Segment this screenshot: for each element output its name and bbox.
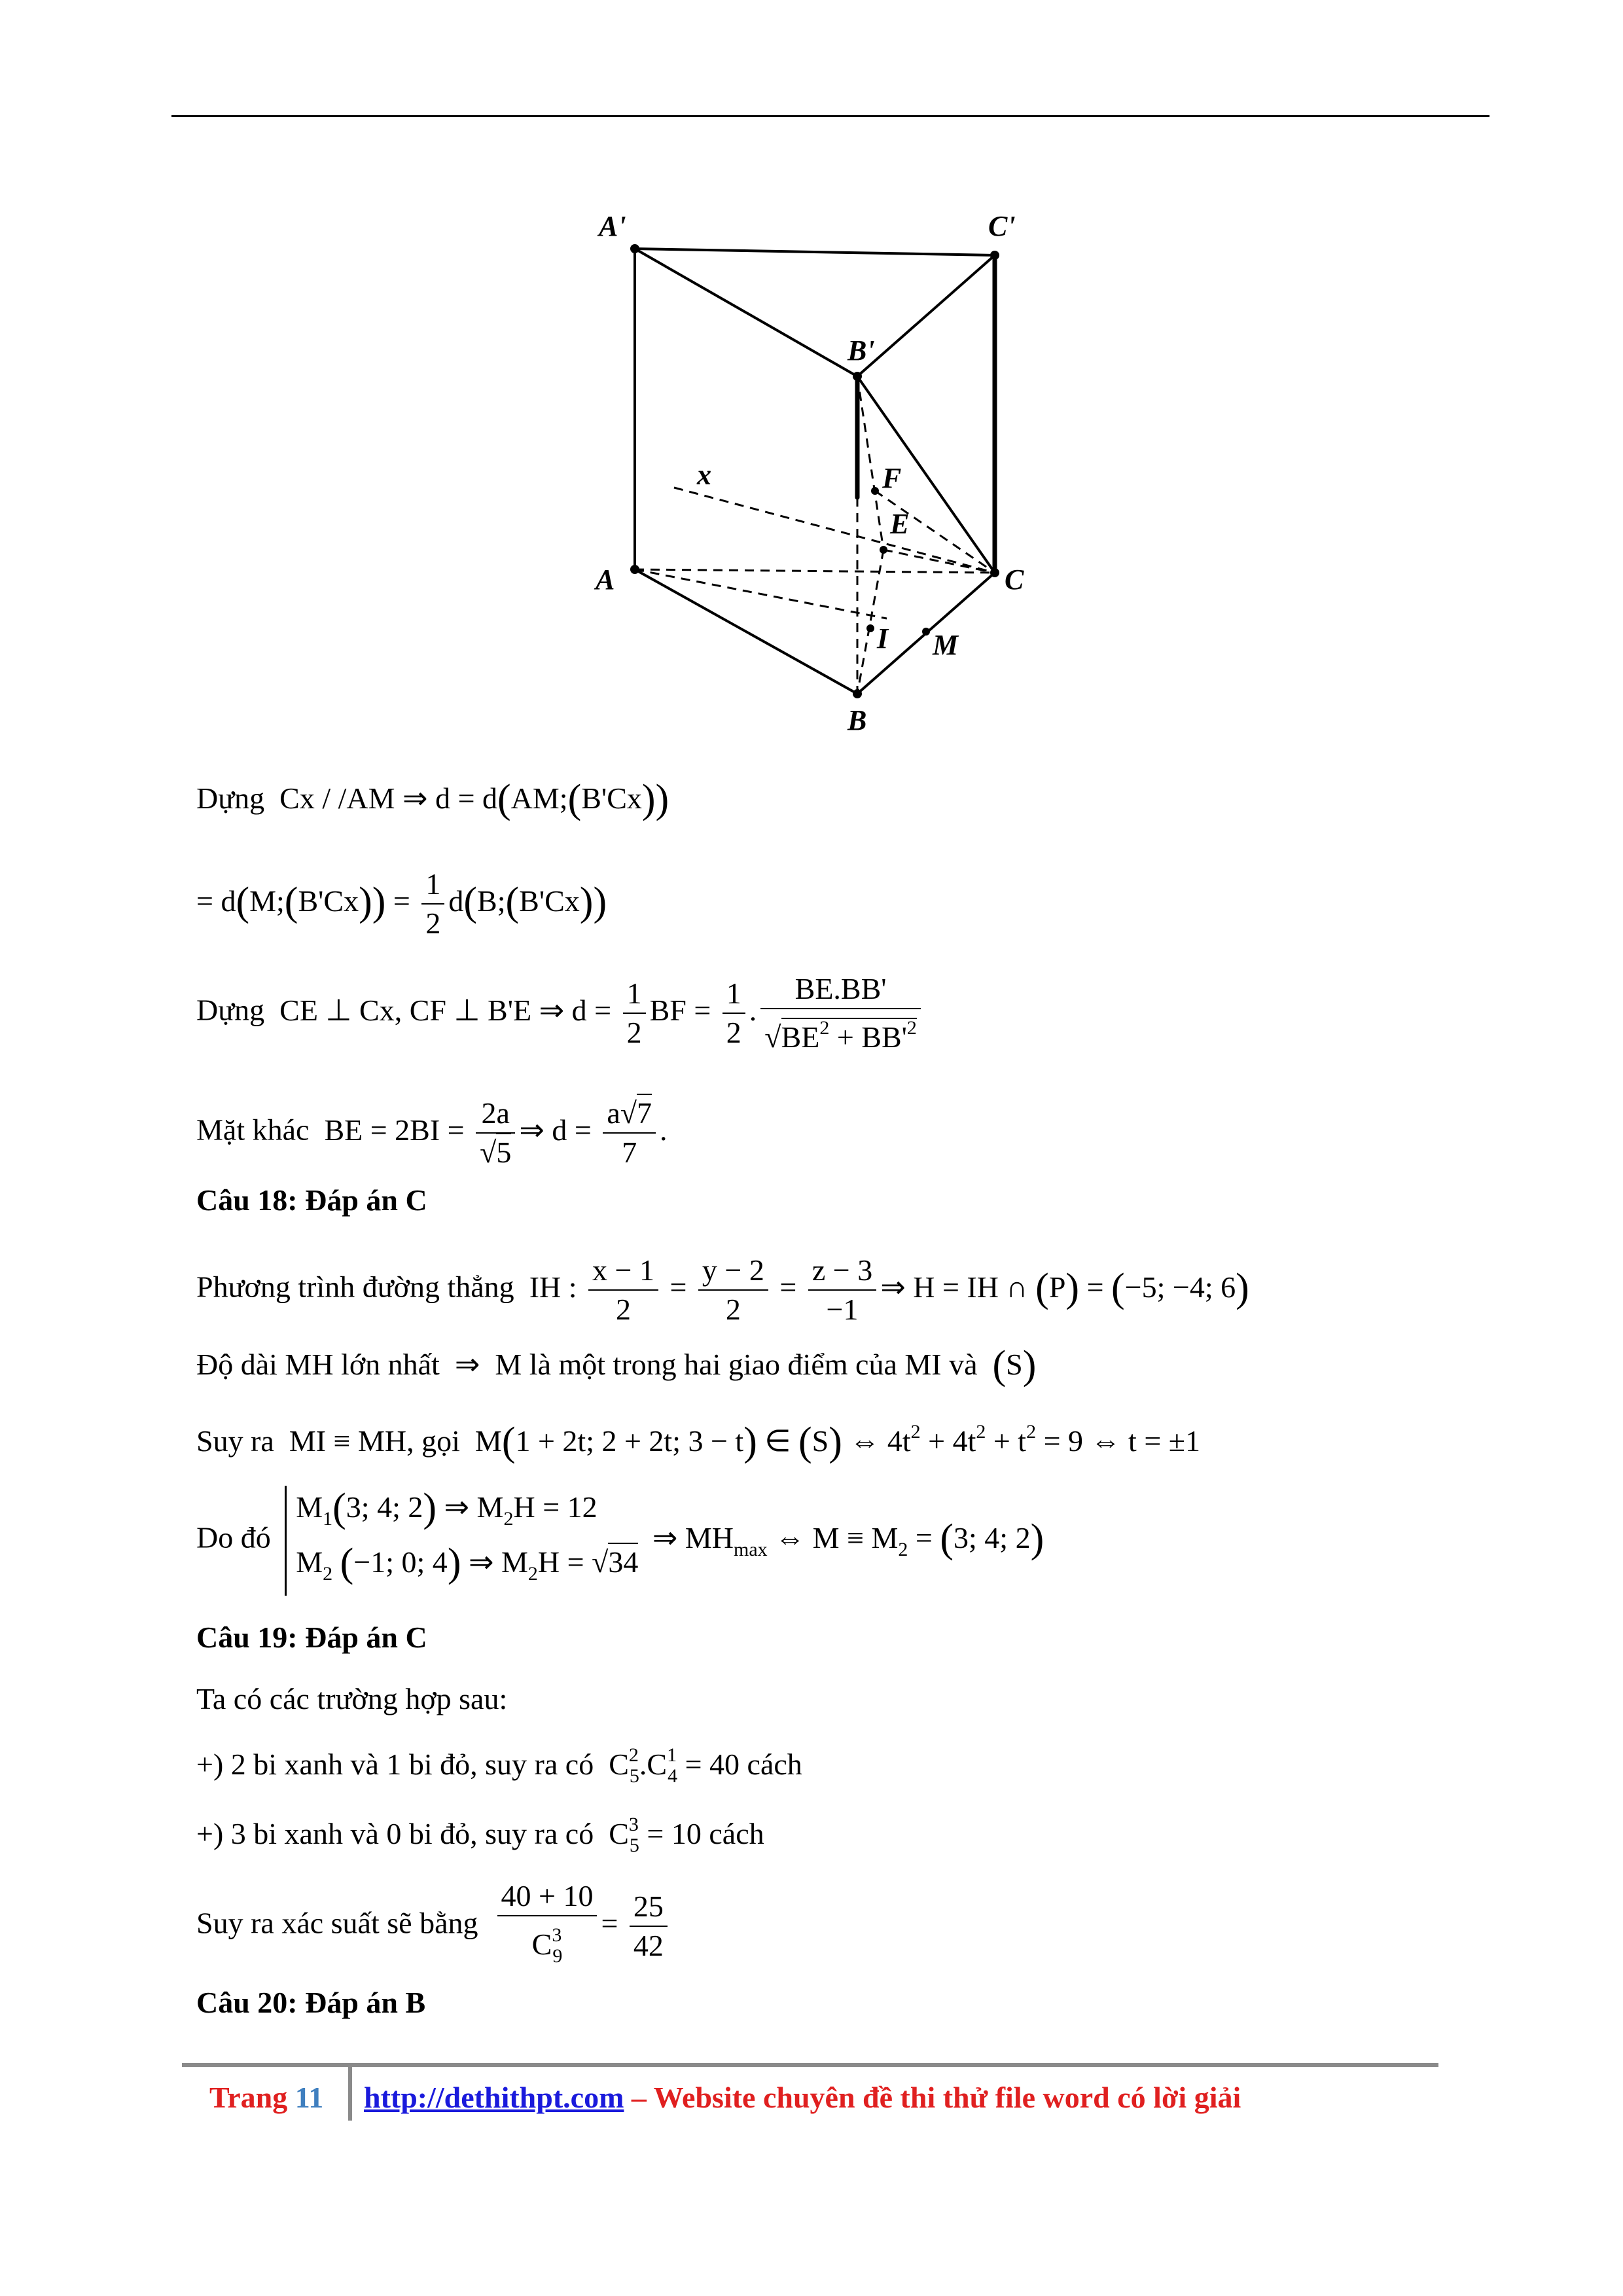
edge-b1c1 <box>857 255 995 376</box>
question-18-heading: Câu 18: Đáp án C <box>196 1183 427 1217</box>
footer-page-number: Trang 11 <box>209 2081 324 2114</box>
edge-a1b1 <box>635 249 857 376</box>
line-case-2: +) 3 bi xanh và 0 bi đỏ, suy ra có $C^3_5 = 10$ cách <box>196 1814 764 1856</box>
footer-rule <box>182 2063 1438 2067</box>
edge-ab <box>635 569 857 694</box>
label-b: B <box>847 704 867 736</box>
header-rule <box>171 115 1489 117</box>
math-ih: IH : $\frac{x - 1}{2}$ = $\frac{y - 2}{2}$ = $\frac{z - 3}{-1}$ ⇒ H = IH ∩ (P) = (−5; −4; 6) <box>522 1270 1249 1304</box>
label-c: C <box>1005 564 1024 596</box>
segment-b1e <box>857 376 883 550</box>
label-f: F <box>882 462 902 494</box>
segment-ec <box>883 550 995 573</box>
math-cx-parallel: Cx / /AM ⇒ d = d(AM;(B'Cx)) <box>272 777 669 821</box>
math-distance-bf: CE ⊥ Cx, CF ⊥ B'E ⇒ d = $\frac{1}{2}$ BF = $\frac{1}{2}$ . $\frac{BE.BB'}{√BE^2 + BB'^2}$ <box>272 994 925 1027</box>
line-ih-equation: Phương trình đường thẳng IH : $\frac{x - 1}{2}$ = $\frac{y - 2}{2}$ = $\frac{z - 3}{-1}$ ⇒ H = IH ∩ (P) = (−5; −4; 6) <box>196 1251 1249 1329</box>
question-19-heading: Câu 19: Đáp án C <box>196 1621 427 1654</box>
footer-tagline: – Website chuyên đề thi thử file word có lời giải <box>624 2081 1241 2114</box>
line-construct-cx: Dựng Cx / /AM ⇒ d = d(AM;(B'Cx)) <box>196 777 669 821</box>
label-i: I <box>877 622 889 655</box>
label-m: M <box>933 629 959 661</box>
line-case-1: +) 2 bi xanh và 1 bi đỏ, suy ra có $C^2_5.C^1_4 = 40$ cách <box>196 1744 802 1787</box>
line-mh-max: Độ dài MH lớn nhất ⇒ M là một trong hai giao điểm của MI và (S) <box>196 1343 1037 1388</box>
label-c-prime: C' <box>988 210 1016 242</box>
label-a-prime: A' <box>599 210 626 242</box>
line-do-do: Do đó $M_1(3$; 4; 2) ⇒ $M_2H = 12$ $M_2$ (−1; 0; 4) ⇒ $M_2H = √34$ ⇒ $MH_{max}$ ⇔ $M \equiv M_2 = (3$; 4; 2) <box>196 1486 1044 1596</box>
math-t-solution: M(1 + 2t; 2 + 2t; 3 − t) ∈ (S) ⇔ $4t^2 + 4t^2 + t^2 = 9$ ⇔ t = ±1 <box>467 1420 1201 1464</box>
footer-url-link[interactable]: http://dethithpt.com <box>364 2081 624 2114</box>
line-ta-co: Ta có các trường hợp sau: <box>196 1682 508 1715</box>
edge-b1c <box>857 376 995 573</box>
footer-website <box>364 2080 1241 2115</box>
edge-a1c1 <box>635 249 995 255</box>
label-e: E <box>890 508 910 540</box>
line-mat-khac: Mặt khác BE = 2BI = $\frac{2a}{√5}$ ⇒ d = $\frac{a√7}{7}$ . <box>196 1094 668 1172</box>
math-system: $M_1(3$; 4; 2) ⇒ $M_2H = 12$ $M_2$ (−1; 0; 4) ⇒ $M_2H = √34$ <box>285 1486 638 1596</box>
line-cx <box>674 488 995 573</box>
line-probability: Suy ra xác suất sẽ bằng $\frac{40 + 10}{C^3_9}$ = $\frac{25}{42}$ <box>196 1877 671 1975</box>
label-x: x <box>697 459 711 491</box>
prism-diagram <box>576 196 1073 759</box>
math-probability: $\frac{40 + 10}{C^3_9}$ = $\frac{25}{42}$ <box>486 1907 671 1940</box>
line-suy-ra-mi: Suy ra MI ≡ MH, gọi M(1 + 2t; 2 + 2t; 3 − t) ∈ (S) ⇔ $4t^2 + 4t^2 + t^2 = 9$ ⇔ t = ±1 <box>196 1420 1201 1464</box>
line-construct-ce: Dựng CE ⊥ Cx, CF ⊥ B'E ⇒ d = $\frac{1}{2}$ BF = $\frac{1}{2}$ . $\frac{BE.BB'}{√BE^2 + BB'^2}$ <box>196 970 925 1056</box>
line-distance-equal <box>196 865 607 942</box>
math-distance-m: = d(M;(B'Cx)) = $\frac{1}{2}$ d(B;(B'Cx)) <box>196 884 607 918</box>
footer-divider <box>348 2067 352 2121</box>
label-b-prime: B' <box>847 334 875 367</box>
math-mh-max-result: ⇒ $MH_{max}$ ⇔ $M \equiv M_2 = (3$; 4; 2) <box>652 1516 1044 1561</box>
prism-figure <box>576 196 1073 759</box>
label-a: A <box>596 564 615 596</box>
edge-ac <box>635 569 995 573</box>
question-20-heading: Câu 20: Đáp án B <box>196 1986 426 2019</box>
segment-am <box>635 569 887 619</box>
math-be-value: BE = 2BI = $\frac{2a}{√5}$ ⇒ d = $\frac{a√7}{7}$ . <box>317 1113 668 1147</box>
